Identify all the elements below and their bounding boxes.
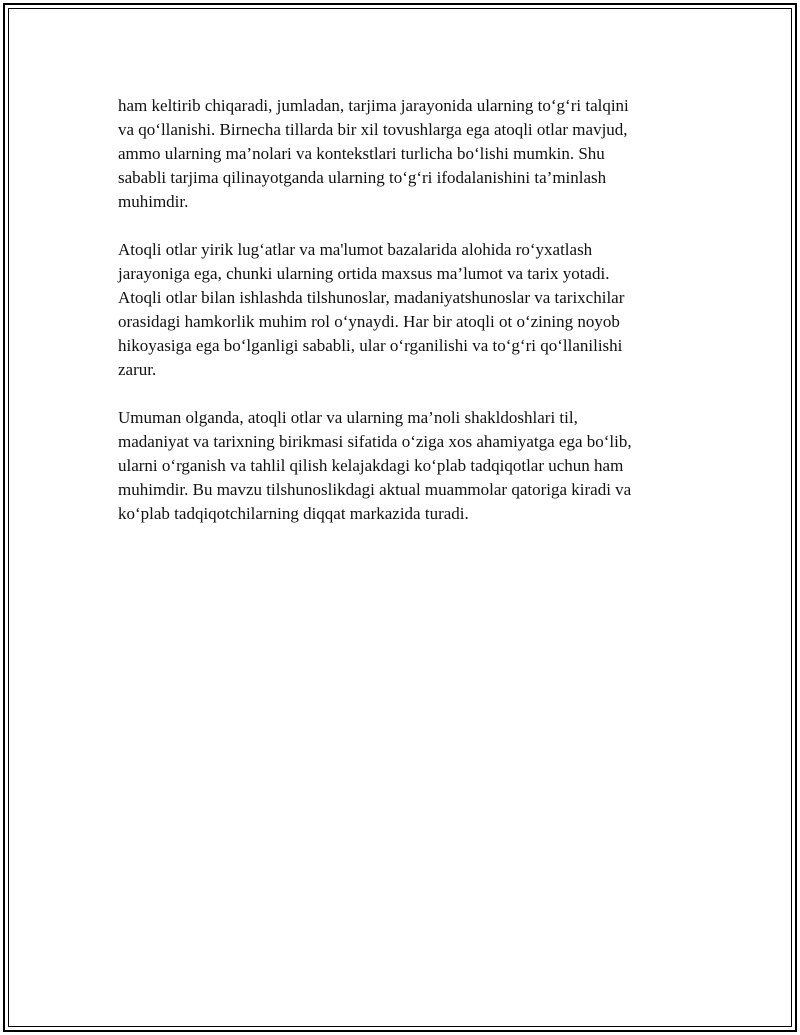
text-line: sababli tarjima qilinayotganda ularning to‘g‘ri ifodalanishini ta’minlash <box>118 168 607 187</box>
document-body <box>118 94 682 550</box>
text-line: muhimdir. <box>118 192 189 211</box>
text-line: orasidagi hamkorlik muhim rol o‘ynaydi. Har bir atoqli ot o‘zining noyob <box>118 312 620 331</box>
text-line: Atoqli otlar bilan ishlashda tilshunoslar, madaniyatshunoslar va tarixchilar <box>118 288 625 307</box>
text-line: muhimdir. Bu mavzu tilshunoslikdagi aktual muammolar qatoriga kiradi va <box>118 480 632 499</box>
text-line: ularni o‘rganish va tahlil qilish kelajakdagi ko‘plab tadqiqotlar uchun ham <box>118 456 624 475</box>
text-line: hikoyasiga ega bo‘lganligi sababli, ular o‘rganilishi va to‘g‘ri qo‘llanilishi <box>118 336 623 355</box>
text-line: Umuman olganda, atoqli otlar va ularning ma’noli shakldoshlari til, <box>118 408 578 427</box>
paragraph-1 <box>118 94 682 214</box>
text-line: jarayoniga ega, chunki ularning ortida maxsus ma’lumot va tarix yotadi. <box>118 264 610 283</box>
text-line: madaniyat va tarixning birikmasi sifatida o‘ziga xos ahamiyatga ega bo‘lib, <box>118 432 632 451</box>
paragraph-2 <box>118 238 682 382</box>
text-line: ammo ularning ma’nolari va kontekstlari turlicha bo‘lishi mumkin. Shu <box>118 144 605 163</box>
text-line: ko‘plab tadqiqotchilarning diqqat markazida turadi. <box>118 504 469 523</box>
paragraph-3 <box>118 406 682 526</box>
text-line: Atoqli otlar yirik lug‘atlar va ma'lumot bazalarida alohida ro‘yxatlash <box>118 240 593 259</box>
text-line: ham keltirib chiqaradi, jumladan, tarjima jarayonida ularning to‘g‘ri talqini <box>118 96 629 115</box>
text-line: va qo‘llanishi. Birnecha tillarda bir xil tovushlarga ega atoqli otlar mavjud, <box>118 120 628 139</box>
text-line: zarur. <box>118 360 157 379</box>
